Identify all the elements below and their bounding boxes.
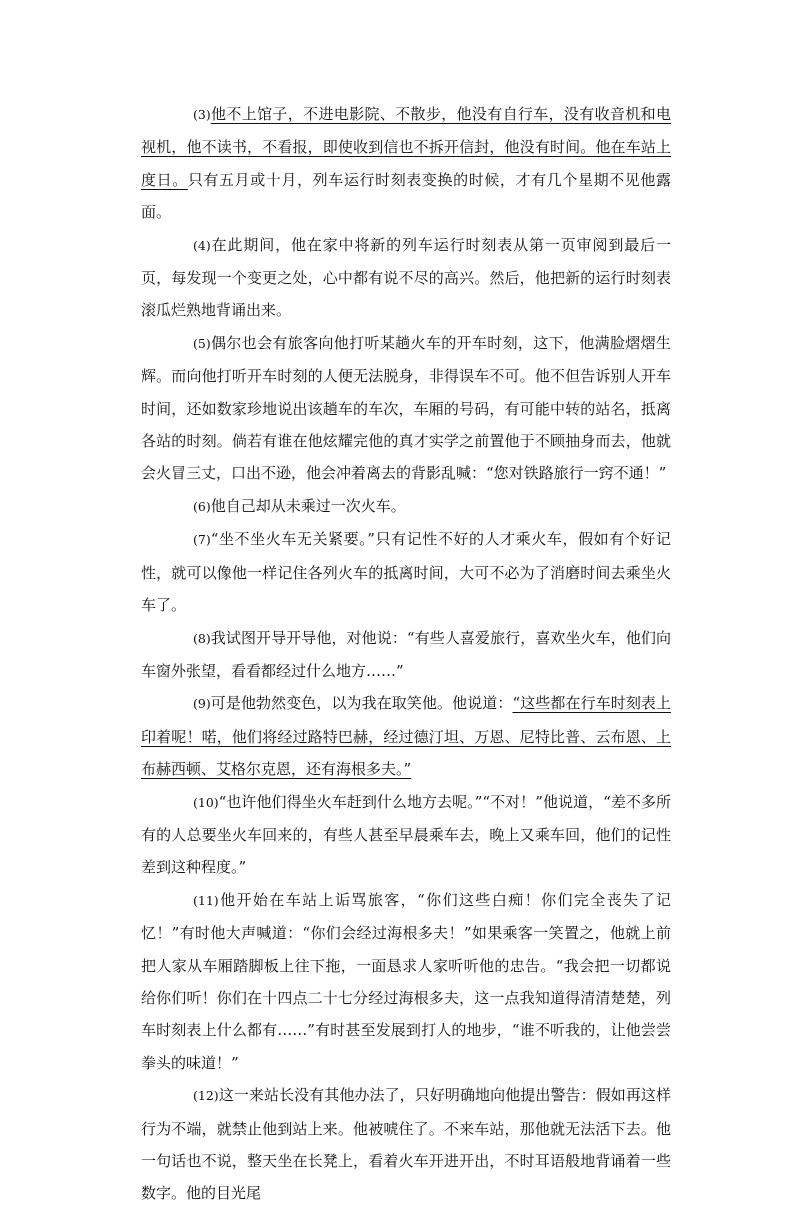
paragraph-number: (9) bbox=[193, 696, 211, 712]
paragraph-text: 偶尔也会有旅客向他打听某趟火车的开车时刻，这下，他满脸熠熠生辉。而向他打听开车时刻的人便无法脱身，非得误车不可。他不但告诉别人开车时间，还如数家珍地说出该趟车的车次，车厢的号码，有可能中转的站名，抵离各站的时刻。倘若有谁在他炫耀完他的真才实学之前置他于不顾抽身而去，他就会火冒三丈，口出不逊，他会冲着离去的背影乱喊：“您对铁路旅行一窍不通！” bbox=[141, 333, 671, 483]
paragraph-text: “坐不坐火车无关紧要。”只有记性不好的人才乘火车，假如有个好记性，就可以像他一样记住各列火车的抵离时间，大可不必为了消磨时间去乘坐火车了。 bbox=[141, 530, 671, 615]
paragraph-text: “也许他们得坐火车赶到什么地方去呢。”“不对！”他说道，“差不多所有的人总要坐火车回来的，有些人甚至早晨乘车去，晚上又乘车回，他们的记性差到这种程度。” bbox=[141, 792, 671, 877]
paragraph-text: 可是他勃然变色，以为我在取笑他。他说道： bbox=[210, 694, 513, 713]
paragraph bbox=[141, 98, 671, 229]
article-text bbox=[141, 98, 671, 1210]
paragraph bbox=[141, 523, 671, 621]
paragraph-text: 这一来站长没有其他办法了，只好明确地向他提出警告：假如再这样行为不端，就禁止他到站上来。他被唬住了。不来车站，那他就无法活下去。他一句话也不说，整天坐在长凳上，看着火车开进开出，不时耳语般地背诵着一些数字。他的目光尾 bbox=[141, 1086, 671, 1203]
paragraph-number: (10) bbox=[193, 794, 219, 810]
paragraph-text: 我试图开导开导他，对他说：“有些人喜爱旅行，喜欢坐火车，他们向车窗外张望，看看都经过什么地方……” bbox=[141, 628, 671, 680]
paragraph-text: 他开始在车站上诟骂旅客，“你们这些白痴！你们完全丧失了记忆！”有时他大声喊道：“你们会经过海根多夫！”如果乘客一笑置之，他就上前把人家从车厢踏脚板上往下拖，一面恳求人家听听他的忠告。“我会把一切都说给你们听！你们在十四点二十七分经过海根多夫，这一点我知道得清清楚楚，列车时刻表上什么都有……”有时甚至发展到打人的地步，“谁不听我的，让他尝尝拳头的味道！” bbox=[141, 890, 671, 1072]
paragraph bbox=[141, 490, 671, 523]
paragraph bbox=[141, 786, 671, 884]
paragraph-text: 他自己却从未乘过一次火车。 bbox=[210, 496, 406, 515]
paragraph-number: (11) bbox=[193, 892, 219, 908]
paragraph bbox=[141, 687, 671, 785]
paragraph-text: 在此期间，他在家中将新的列车运行时刻表从第一页审阅到最后一页，每发现一个变更之处，心中都有说不尽的高兴。然后，他把新的运行时刻表滚瓜烂熟地背诵出来。 bbox=[141, 235, 671, 320]
paragraph-number: (12) bbox=[193, 1088, 219, 1104]
paragraph-number: (3) bbox=[193, 107, 211, 122]
paragraph-number: (8) bbox=[193, 630, 211, 646]
underlined-text: “这些都在行车时刻表上印着呢！喏，他们将经过路特巴赫，经过德汀坦、万恩、尼特比普、云布恩、上布赫西顿、艾格尔克恩，还有海根多夫。” bbox=[141, 694, 671, 779]
paragraph-number: (7) bbox=[193, 532, 211, 548]
paragraph bbox=[141, 327, 671, 490]
paragraph-number: (6) bbox=[193, 498, 211, 514]
paragraph bbox=[141, 229, 671, 327]
paragraph bbox=[141, 1079, 671, 1210]
paragraph-number: (5) bbox=[193, 335, 211, 351]
underlined-text: 他不上馆子，不进电影院、不散步，他没有自行车，没有收音机和电视机，他不读书，不看报，即使收到信也不拆开信封，他没有时间。他在车站上度日。 bbox=[141, 105, 671, 189]
paragraph-number: (4) bbox=[193, 237, 211, 253]
paragraph bbox=[141, 884, 671, 1079]
paragraph-text: 只有五月或十月，列车运行时刻表变换的时候，才有几个星期不见他露面。 bbox=[141, 170, 671, 222]
paragraph bbox=[141, 622, 671, 688]
